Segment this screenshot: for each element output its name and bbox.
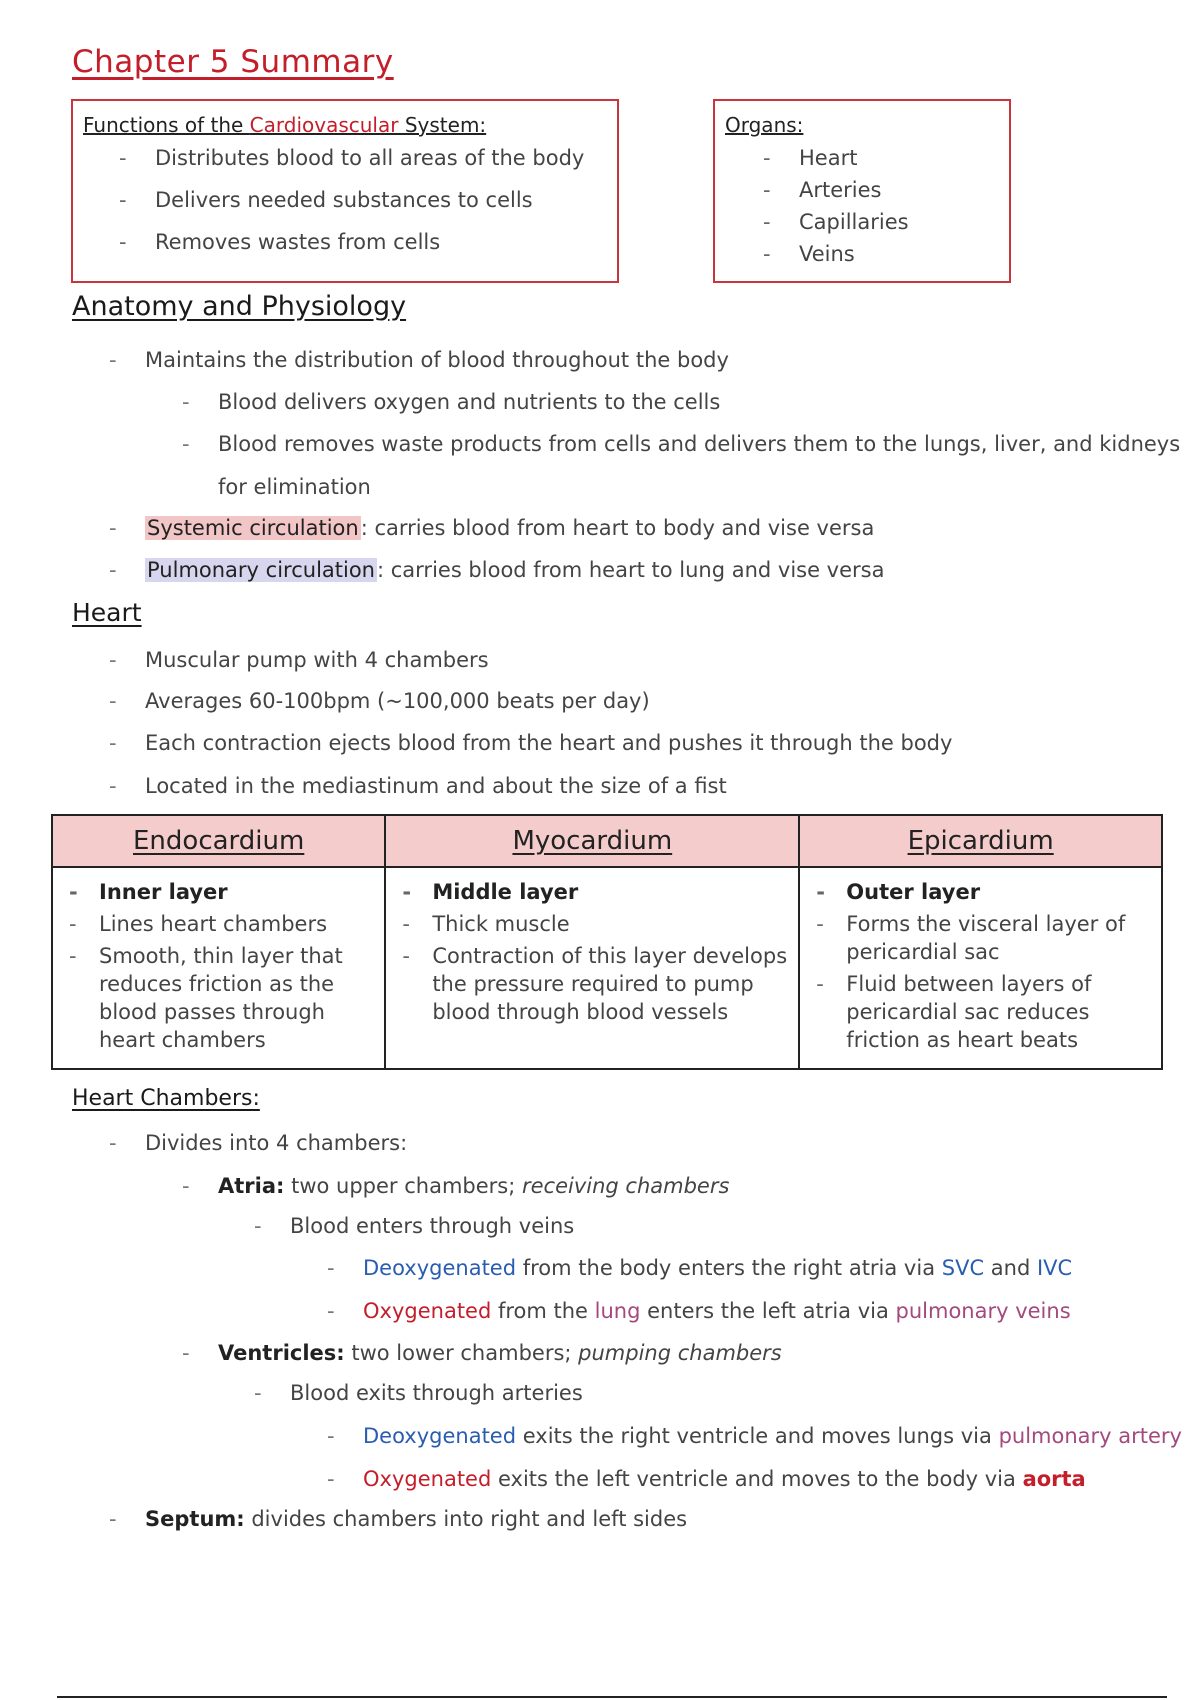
endocardium-header: Endocardium <box>52 815 385 867</box>
list-item: - Fluid between layers of pericardial sac reduces friction as heart beats <box>846 970 1153 1054</box>
list-item: - Arteries <box>799 175 909 207</box>
list-item: - Systemic circulation: carries blood from heart to body and vise versa <box>109 516 875 540</box>
epicardium-cell <box>799 867 1162 1069</box>
list-item: - Contraction of this layer develops the pressure required to pump blood through blood vessels <box>432 942 790 1026</box>
list-item: - Located in the mediastinum and about the size of a fist <box>109 774 727 798</box>
lung-term: lung <box>594 1299 641 1323</box>
list-item: - Deoxygenated from the body enters the right atria via SVC and IVC <box>327 1256 1073 1280</box>
septum-term: Septum: <box>145 1507 245 1531</box>
functions-box <box>71 99 619 283</box>
list-item: - Deoxygenated exits the right ventricle and moves lungs via pulmonary artery <box>327 1424 1182 1448</box>
systemic-circulation-term: Systemic circulation <box>147 516 359 540</box>
cardiovascular-term: Cardiovascular <box>249 113 399 137</box>
myocardium-header: Myocardium <box>385 815 799 867</box>
pulmonary-circulation-term: Pulmonary circulation <box>147 558 375 582</box>
list-item: - Septum: divides chambers into right and left sides <box>109 1507 688 1531</box>
pulmonary-veins-term: pulmonary veins <box>895 1299 1071 1323</box>
list-item: - Atria: two upper chambers; receiving chambers <box>182 1174 730 1198</box>
anatomy-heading: Anatomy and Physiology <box>72 291 407 322</box>
organs-heading: Organs: <box>725 113 804 137</box>
list-item: - Lines heart chambers <box>99 910 376 938</box>
list-item: - Maintains the distribution of blood throughout the body <box>109 348 729 372</box>
list-item: - Inner layer <box>99 878 376 906</box>
list-item: - Smooth, thin layer that reduces friction as the blood passes through heart chambers <box>99 942 376 1054</box>
deoxygenated-term: Deoxygenated <box>363 1256 517 1280</box>
list-item: - Delivers needed substances to cells <box>155 185 584 227</box>
pulmonary-artery-term: pulmonary artery <box>998 1424 1182 1448</box>
oxygenated-term: Oxygenated <box>363 1467 492 1491</box>
epicardium-header: Epicardium <box>799 815 1162 867</box>
myocardium-cell <box>385 867 799 1069</box>
functions-list <box>155 143 584 269</box>
list-item: - Pulmonary circulation: carries blood from heart to lung and vise versa <box>109 558 885 582</box>
list-item: - Blood delivers oxygen and nutrients to the cells <box>182 390 721 414</box>
svc-term: SVC <box>941 1256 985 1280</box>
list-item: - Heart <box>799 143 909 175</box>
list-item: - Removes wastes from cells <box>155 227 584 269</box>
list-item: - Divides into 4 chambers: <box>109 1131 408 1155</box>
heart-chambers-heading: Heart Chambers: <box>72 1086 260 1111</box>
ventricles-term: Ventricles: <box>218 1341 345 1365</box>
list-item: - Muscular pump with 4 chambers <box>109 648 489 672</box>
list-item: - Blood exits through arteries <box>254 1381 583 1405</box>
list-item: - Averages 60-100bpm (~100,000 beats per day) <box>109 689 650 713</box>
list-item: - Thick muscle <box>432 910 790 938</box>
aorta-term: aorta <box>1022 1467 1086 1491</box>
deoxygenated-term: Deoxygenated <box>363 1424 517 1448</box>
list-item: - Middle layer <box>432 878 790 906</box>
oxygenated-term: Oxygenated <box>363 1299 492 1323</box>
list-item: - Forms the visceral layer of pericardial sac <box>846 910 1153 966</box>
ivc-term: IVC <box>1036 1256 1073 1280</box>
organs-list <box>799 143 909 271</box>
list-item: - Blood enters through veins <box>254 1214 575 1238</box>
list-item: - Ventricles: two lower chambers; pumping chambers <box>182 1341 782 1365</box>
page-title: Chapter 5 Summary <box>72 44 394 80</box>
list-item: - Distributes blood to all areas of the body <box>155 143 584 185</box>
list-item-continuation: for elimination <box>218 475 371 499</box>
atria-term: Atria: <box>218 1174 285 1198</box>
list-item: - Oxygenated from the lung enters the left atria via pulmonary veins <box>327 1299 1071 1323</box>
functions-heading: Functions of the Cardiovascular System: <box>83 113 487 137</box>
list-item: - Outer layer <box>846 878 1153 906</box>
heart-layers-table <box>51 814 1163 1070</box>
list-item: - Blood removes waste products from cells and delivers them to the lungs, liver, and kidneys <box>182 432 1181 456</box>
list-item: - Capillaries <box>799 207 909 239</box>
endocardium-cell <box>52 867 385 1069</box>
list-item: - Each contraction ejects blood from the heart and pushes it through the body <box>109 731 953 755</box>
organs-box <box>713 99 1011 283</box>
list-item: - Oxygenated exits the left ventricle and moves to the body via aorta <box>327 1467 1086 1491</box>
footer-rule <box>57 1696 1167 1698</box>
list-item: - Veins <box>799 239 909 271</box>
heart-heading: Heart <box>72 598 142 627</box>
